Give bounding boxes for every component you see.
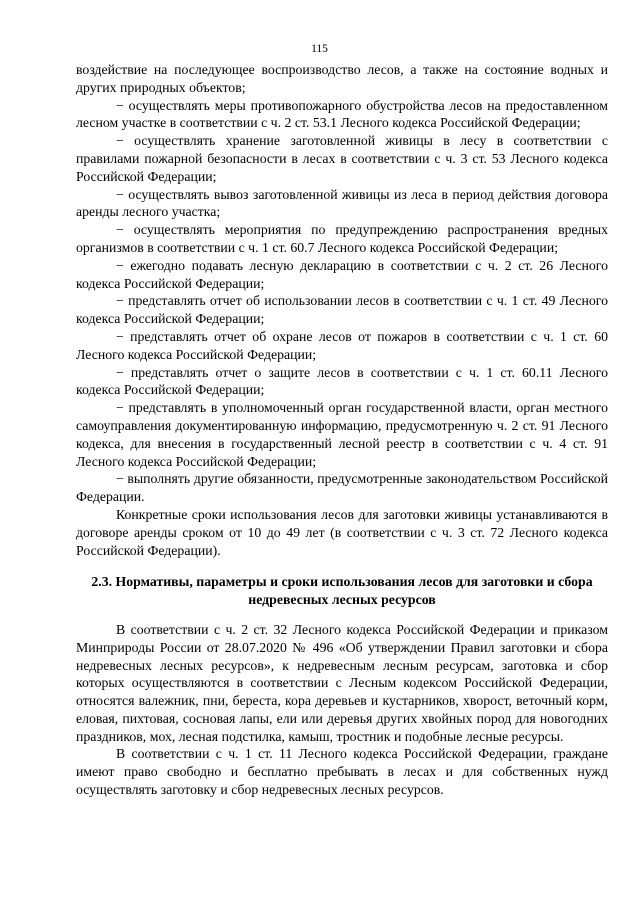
paragraph: В соответствии с ч. 2 ст. 32 Лесного кодекса Российской Федерации и приказом Минприроды России от 28.07.2020 № 496 «Об утверждении Правил заготовки и сбора недревесных лесных ресурсов», к недревесным лесным ресурсам, заготовка и сбор которых осуществляются в соответствии с Лесным кодексом Российской Федерации, относятся валежник, пни, береста, кора деревьев и кустарников, хворост, веточный корм, еловая, пихтовая, сосновая лапы, ели или деревья других хвойных пород для новогодних праздников, мох, лесная подстилка, камыш, тростник и подобные лесные ресурсы. [76, 621, 608, 744]
paragraph: − представлять отчет об использовании лесов в соответствии с ч. 1 ст. 49 Лесного кодекса Российской Федерации; [76, 293, 608, 327]
paragraph: Конкретные сроки использования лесов для заготовки живицы устанавливаются в договоре аренды сроком от 10 до 49 лет (в соответствии с ч. 3 ст. 72 Лесного кодекса Российской Федерации). [76, 506, 608, 558]
paragraph: − выполнять другие обязанности, предусмотренные законодательством Российской Федерации. [76, 471, 608, 505]
document-body [76, 61, 608, 799]
paragraph-group-top [76, 61, 608, 559]
section-heading: 2.3. Нормативы, параметры и сроки использования лесов для заготовки и сбора недревесных лесных ресурсов [91, 574, 593, 608]
paragraph: − представлять в уполномоченный орган государственной власти, орган местного самоуправления документированную информацию, предусмотренную ч. 2 ст. 91 Лесного кодекса, для внесения в государственный лесной реестр в соответствии с ч. 4 ст. 91 Лесного кодекса Российской Федерации; [76, 400, 608, 469]
paragraph: − представлять отчет об охране лесов от пожаров в соответствии с ч. 1 ст. 60 Лесного кодекса Российской Федерации; [76, 328, 608, 362]
paragraph: воздействие на последующее воспроизводство лесов, а также на состояние водных и других природных объектов; [76, 62, 608, 95]
paragraph: − осуществлять меры противопожарного обустройства лесов на предоставленном лесном участке в соответствии с ч. 2 ст. 53.1 Лесного кодекса Российской Федерации; [76, 97, 608, 131]
paragraph: В соответствии с ч. 1 ст. 11 Лесного кодекса Российской Федерации, граждане имеют право свободно и бесплатно пребывать в лесах и для собственных нужд осуществлять заготовку и сбор недревесных лесных ресурсов. [76, 746, 608, 798]
paragraph-group-bottom [76, 621, 608, 799]
page-number: 115 [311, 43, 328, 55]
paragraph: − осуществлять вывоз заготовленной живицы из леса в период действия договора аренды лесного участка; [76, 186, 608, 220]
paragraph: − осуществлять хранение заготовленной живицы в лесу в соответствии с правилами пожарной безопасности в лесах в соответствии с ч. 3 ст. 53 Лесного кодекса Российской Федерации; [76, 133, 608, 184]
paragraph: − осуществлять мероприятия по предупреждению распространения вредных организмов в соответствии с ч. 1 ст. 60.7 Лесного кодекса Российской Федерации; [76, 222, 608, 255]
paragraph: − ежегодно подавать лесную декларацию в соответствии с ч. 2 ст. 26 Лесного кодекса Российской Федерации; [76, 257, 608, 291]
paragraph: − представлять отчет о защите лесов в соответствии с ч. 1 ст. 60.11 Лесного кодекса Российской Федерации; [76, 364, 608, 398]
